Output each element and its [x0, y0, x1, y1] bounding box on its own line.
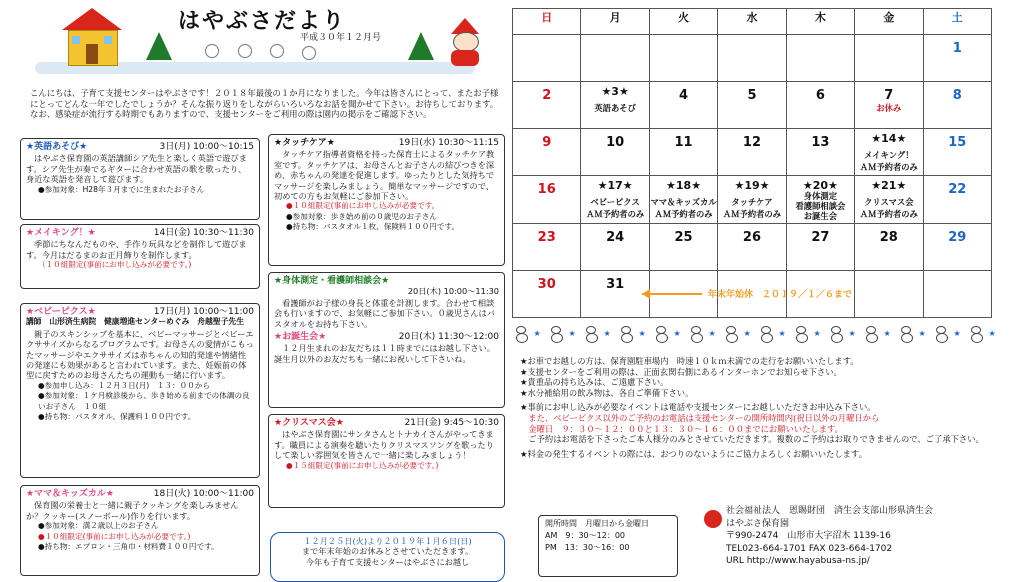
day-number: 23 [537, 229, 556, 245]
calendar-day [581, 176, 649, 223]
event-description: はやぶさ保育園にサンタさんとトナカイさんがやってきます。職員による演奏を聴いたりクリスマスソングを歌ったりして楽しい雰囲気を皆さんで一緒に楽しみましょう！ [274, 429, 494, 461]
day-number: 28 [879, 229, 898, 245]
day-number: ★21★ [871, 179, 907, 193]
calendar-day [786, 35, 854, 82]
calendar-event: ＡＭ予約者のみ [654, 209, 713, 220]
star-icon: ★ [988, 329, 996, 338]
organization-info [726, 505, 1021, 568]
snowman-icon [516, 326, 524, 340]
tree-icon [408, 32, 434, 60]
calendar-event: メイキング！ [864, 150, 914, 161]
day-number: ★20★ [802, 179, 838, 193]
event-mama-kids [20, 485, 260, 576]
day-number: 22 [948, 182, 967, 198]
calendar-day [513, 35, 581, 82]
calendar-day [786, 129, 854, 176]
calendar-day [855, 82, 923, 129]
snowman-icon [971, 326, 979, 340]
calendar-day [513, 270, 581, 317]
snowman-border [516, 324, 1016, 344]
event-note: ●参加対象：１ケ月検診後から、歩き始める前までの体調の良いお子さん １０組 [38, 391, 250, 411]
calendar-event: お誕生会 [803, 211, 837, 222]
calendar-day [718, 82, 786, 129]
calendar-event: ママ＆キッズカル [650, 197, 717, 208]
holiday-line: １２月２５日(火)より２０１９年１月６日(日) [303, 536, 472, 546]
school-house-icon [62, 8, 122, 68]
event-note: ●持ち物：バスタオル、保護料１００円です。 [38, 412, 196, 422]
calendar-day [786, 223, 854, 270]
snowman-icon [205, 44, 219, 58]
event-note: ●参加対象：歩き始め前の０歳児のお子さん [286, 211, 437, 221]
snowman-icon [831, 326, 839, 340]
calendar-day [923, 35, 991, 82]
calendar-event: ＡＭ予約者のみ [586, 209, 645, 220]
day-number: 1 [952, 41, 962, 56]
day-number: ★17★ [597, 179, 633, 193]
calendar-event: ＡＭ予約者のみ [722, 209, 782, 220]
newsletter-title: はやぶさだより [178, 9, 347, 34]
day-number: 29 [948, 229, 967, 245]
calendar-day [718, 35, 786, 82]
snowman-icon [656, 326, 664, 340]
day-number: 11 [674, 135, 693, 151]
calendar-day [581, 270, 649, 317]
day-number: ★19★ [734, 179, 770, 193]
calendar-event: タッチケア [731, 197, 773, 208]
intro-text: こんにちは、子育て支援センターはやぶさです！２０１８年最後の１か月になりました。今年は皆さんにとって、またお子様にとってどんな一年でしたでしょうか？そんな振り返りをしながらいろいろなお話を聞かせて下さい。お待ちしております。なお、感染症が流行する時期でもありますので、支援センターをご利用の際は園内の掲示をご確認下さい。 [30, 88, 499, 120]
calendar-day [581, 35, 649, 82]
org-address: 〒990-2474 山形市大字沼木 1139-16 [726, 531, 891, 541]
notice-line: ★水分補給用の飲み物は、各自ご準備下さい。 [520, 387, 694, 398]
star-icon: ★ [743, 329, 751, 338]
calendar-event: ベビーピクス [590, 197, 640, 208]
calendar-day [786, 176, 854, 223]
day-number: 9 [542, 135, 552, 151]
calendar-day [649, 129, 717, 176]
star-icon: ★ [813, 329, 821, 338]
calendar-event: 看護師相談会 [795, 201, 846, 212]
calendar-event: 身体測定 [803, 191, 837, 202]
day-number: 12 [742, 135, 762, 151]
day-number: ★3★ [601, 85, 629, 99]
event-making [20, 224, 260, 289]
snowman-icon [302, 46, 316, 60]
snowman-icon [796, 326, 804, 340]
event-description: はやぶさ保育園の英語講師シア先生と楽しく英語で遊びます。シア先生が奏でるギターに合わせ英語の歌を歌ったり、身近な英語を発音して遊びます。 [26, 153, 247, 185]
star-icon: ★ [533, 329, 541, 338]
event-title: ★クリスマス会★ [274, 418, 344, 428]
star-icon: ★ [953, 329, 961, 338]
day-number: 4 [679, 88, 689, 104]
snowman-icon [691, 326, 699, 340]
event-time: 21日(金) 9:45～10:30 [404, 418, 499, 428]
event-title: ★ママ＆キッズカル★ [26, 489, 114, 499]
snowman-icon [586, 326, 594, 340]
calendar-day [581, 82, 649, 129]
calendar-day [855, 35, 923, 82]
day-number: 25 [674, 229, 693, 245]
event-description: 看護師がお子様の身長と体重を計測します。合わせて相談会も行いますので、お気軽にご参加下さい。０歳児さんはバスタオルをお持ち下さい。 [274, 297, 495, 329]
saiseikai-logo-icon [704, 510, 722, 528]
snowman-icon [621, 326, 629, 340]
day-number: 8 [952, 88, 962, 104]
event-title: ★ベビーピクス★ [26, 307, 96, 317]
org-url[interactable]: URL http://www.hayabusa-ns.jp/ [726, 556, 870, 566]
event-description: 保育園の栄養士と一緒に親子クッキングを楽しみませんか？クッキー(スノーボール)作りを行います。 [26, 500, 239, 521]
newsletter-header [0, 0, 505, 85]
holiday-line: まで年末年始のお休みとさせていただきます。 [301, 546, 474, 557]
hours-am: AM 9：30～12：00 [545, 531, 626, 540]
notice-line: また、ベビーピクス以外のご予約のお電話は支援センターの開所時間内(祝日以外の月曜日から [520, 412, 880, 423]
december-calendar [512, 8, 992, 318]
calendar-event: お休み [876, 103, 902, 114]
star-icon: ★ [708, 329, 716, 338]
notices [520, 352, 1010, 459]
day-number: ★18★ [666, 179, 702, 193]
calendar-event: 英語あそび [594, 103, 636, 114]
snowman-icon [270, 44, 284, 58]
notice-line: ご予約はお電話を下さったご本人様分のみとさせていただきます。複数のご予約はお取りできませんので、ご了承下さい。 [520, 434, 984, 445]
org-nursery: はやぶさ保育園 [726, 518, 790, 529]
event-body-measure [268, 272, 505, 408]
event-time: 19日(水) 10:30～11:15 [398, 138, 499, 148]
event-english [20, 138, 260, 220]
calendar-day [581, 129, 649, 176]
tree-icon [146, 32, 172, 60]
notice-line: ★お車でお越しの方は、保育園駐車場内 時速１０ｋｍ未満での走行をお願いいたします。 [520, 356, 859, 366]
holiday-notice [270, 532, 505, 582]
calendar-day [718, 129, 786, 176]
snowman-icon [901, 326, 909, 340]
day-number: 16 [537, 182, 556, 198]
weekday-header: 水 [718, 9, 786, 35]
event-note: ●持ち物：エプロン・三角巾・材料費１００円です。 [38, 542, 219, 552]
event-title: ★身体測定・看護師相談会★ [274, 276, 390, 286]
event-babypix [20, 303, 260, 478]
weekday-header: 日 [513, 9, 581, 35]
star-icon: ★ [778, 329, 786, 338]
day-number: 15 [948, 135, 967, 151]
event-note: ●１５組限定(事前にお申し込みが必要です。) [286, 460, 439, 470]
calendar-day [923, 270, 991, 317]
snowman-icon [551, 326, 559, 340]
calendar-event: クリスマス会 [864, 197, 914, 208]
weekday-header: 木 [786, 9, 854, 35]
event-note: ●１０組限定(事前にお申し込みが必要です。) [38, 531, 191, 541]
calendar-day [649, 223, 717, 270]
opening-hours [538, 515, 678, 577]
snowman-icon [761, 326, 769, 340]
event-title: ★タッチケア★ [274, 138, 335, 148]
event-title: ★お誕生会★ [274, 332, 327, 343]
event-touchcare [268, 134, 505, 266]
event-description: １２月生まれのお友だちは１１時までにはお越し下さい。誕生月以外のお友だちも一緒にお祝いして下さいね。 [274, 343, 495, 364]
event-title: ★英語あそび★ [26, 142, 88, 152]
day-number: 30 [537, 276, 556, 292]
calendar-day [581, 223, 649, 270]
day-number: ★14★ [871, 132, 907, 146]
calendar-day [855, 129, 923, 176]
event-note: ●参加対象：H28年３月までに生まれたお子さん [38, 184, 205, 194]
calendar-event: ＡＭ予約者のみ [859, 162, 918, 173]
event-note: （１０組限定(事前にお申し込みが必要です。) [38, 260, 192, 270]
day-number: 5 [747, 88, 757, 104]
santa-child-icon [445, 18, 485, 68]
event-note: ●１０組限定(事前にお申し込みが必要です。 [286, 201, 440, 211]
calendar-day [923, 129, 991, 176]
calendar-day [855, 223, 923, 270]
event-time: 3日(月) 10:00～10:15 [159, 142, 254, 152]
snowman-icon [936, 326, 944, 340]
day-number: 7 [884, 88, 894, 104]
star-icon: ★ [568, 329, 576, 338]
issue-date: 平成３０年１２月号 [300, 33, 382, 43]
weekday-header: 土 [923, 9, 991, 35]
notice-line: ★貴重品の持ち込みは、ご遠慮下さい。 [520, 377, 669, 388]
event-time: 14日(金) 10:30～11:30 [153, 228, 254, 238]
event-note: ●持ち物：バスタオル１枚、保険料１００円です。 [286, 222, 460, 232]
day-number: 31 [606, 276, 625, 292]
event-note: ●参加申し込み：１２月３日(月) １３：００から [38, 380, 211, 390]
calendar-day [923, 176, 991, 223]
snowman-icon [238, 44, 252, 58]
weekday-header: 火 [649, 9, 717, 35]
star-icon: ★ [603, 329, 611, 338]
calendar-day [786, 82, 854, 129]
org-name: 社会福祉法人 恩賜財団 済生会支部山形県済生会 [726, 506, 934, 516]
event-description: 季節にちなんだものや、手作り玩具などを制作して遊びます。今月はだるまのお正月飾りを制作します。 [26, 239, 247, 260]
notice-line: 金曜日 ９：３０～１２：００と１３：３０～１６：００までにお願いいたします。 [520, 423, 843, 434]
star-icon: ★ [883, 329, 891, 338]
star-icon: ★ [638, 329, 646, 338]
notice-line: ★事前にお申し込みが必要なイベントは電話や支援センターにお越しいただきお申込み下さい。 [520, 402, 876, 413]
hours-title: 開所時間 月曜日から金曜日 [545, 519, 649, 528]
event-description: 親子のスキンシップを基本に、ベビーマッサージとベビーエクササイズからなるプログラムです。お母さんの愛情がこもったマッサージやエクササイズは赤ちゃんの知的発達や情緒性の発達にも効果があると言われています。また、妊娠前の体型に戻すためのお母さんたちの運動も一緒に行います。 [26, 328, 254, 381]
calendar-day [513, 223, 581, 270]
notice-line: ★料金の発生するイベントの際には、おつりのないようにご協力よろしくお願いいたします。 [520, 448, 867, 459]
calendar-day [513, 82, 581, 129]
calendar-day [923, 82, 991, 129]
calendar-day [923, 223, 991, 270]
holiday-banner [642, 287, 877, 301]
day-number: 26 [742, 229, 762, 245]
day-number: 13 [811, 135, 830, 151]
calendar-day [718, 176, 786, 223]
event-title: ★メイキング！★ [26, 228, 96, 238]
star-icon: ★ [673, 329, 681, 338]
holiday-line: 今年も子育て支援センターはやぶさにお越し [305, 556, 470, 567]
event-christmas [268, 414, 505, 508]
holiday-banner-text: 年末年始休 ２０１９／１／６まで [708, 290, 853, 300]
event-note: ●参加対象：満２歳以上のお子さん [38, 521, 159, 531]
hours-pm: PM 13：30～16：00 [545, 543, 630, 552]
calendar-day [855, 176, 923, 223]
event-time: 17日(月) 10:00～11:00 [153, 307, 254, 317]
org-phone: TEL023-664-1701 FAX 023-664-1702 [726, 543, 893, 554]
weekday-header: 月 [581, 9, 649, 35]
day-number: 27 [811, 229, 830, 245]
event-time: 20日(木) 10:00～11:30 [407, 286, 499, 297]
calendar-day [649, 176, 717, 223]
weekday-header: 金 [855, 9, 923, 35]
notice-line: ★支援センターをご利用の際は、正面玄関右側にあるインターホンでお知らせ下さい。 [520, 366, 842, 377]
day-number: 24 [606, 229, 625, 245]
snowman-icon [866, 326, 874, 340]
event-description: タッチケア指導者資格を持った保育士によるタッチケア教室です。タッチケアは、お母さんとお子さんの結びつきを深め、赤ちゃんの発達を促進します。ゆったりとした気持ちでマッサージを楽しみましょう。簡単なマッサージですので、初めての方もお気軽にご参加下さい。 [274, 149, 495, 202]
calendar-day [649, 35, 717, 82]
star-icon: ★ [848, 329, 856, 338]
star-icon: ★ [918, 329, 926, 338]
day-number: 6 [815, 88, 825, 104]
calendar-day [513, 176, 581, 223]
calendar-event: ＡＭ予約者のみ [859, 209, 918, 220]
event-time: 20日(木) 11:30～12:00 [398, 332, 499, 343]
event-lecturer: 講師 山形済生病院 健康増進センターめぐみ 舟越聖子先生 [26, 317, 244, 327]
snowman-icon [726, 326, 734, 340]
day-number: 2 [542, 88, 552, 104]
calendar-day [718, 223, 786, 270]
calendar-day [513, 129, 581, 176]
calendar-day [649, 82, 717, 129]
event-time: 18日(火) 10:00～11:00 [153, 489, 254, 499]
day-number: 10 [606, 135, 625, 151]
